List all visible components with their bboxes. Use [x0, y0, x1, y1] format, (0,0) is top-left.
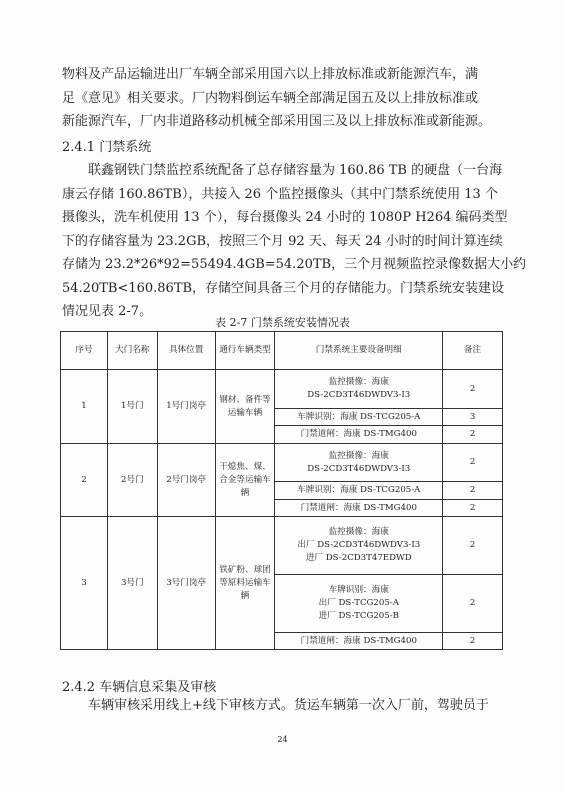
header-remark: 备注	[443, 332, 503, 370]
cell-location: 3号门岗亭	[157, 517, 215, 650]
gate-system-table	[60, 331, 503, 650]
table-row	[61, 444, 503, 482]
body-line: 康云存储 160.86TB），共接入 26 个监控摄像头（其中门禁系统使用 13 个	[62, 186, 498, 202]
cell-equipment: 门禁道闸：海康 DS-TMG400	[275, 500, 443, 517]
cell-equipment	[275, 370, 443, 409]
cell-vehicle-type: 干熄焦、煤、合金等运输车辆	[215, 444, 275, 517]
equipment-line: DS-2CD3T46DWDV3-I3	[307, 390, 411, 400]
body-line: 联鑫钢铁门禁监控系统配备了总存储容量为 160.86 TB 的硬盘（一台海	[88, 163, 503, 178]
header-vehicle-type: 通行车辆类型	[215, 332, 275, 370]
closing-line: 车辆审核采用线上+线下审核方式。货运车辆第一次入厂前，驾驶员于	[88, 698, 489, 713]
closing-paragraph	[62, 694, 502, 718]
table-row	[61, 370, 503, 409]
header-gate: 大门名称	[107, 332, 157, 370]
equipment-line: 车牌识别：海康	[328, 585, 389, 595]
intro-line: 新能源汽车，厂内非道路移动机械全部采用国三及以上排放标准或新能源。	[62, 114, 492, 129]
cell-no: 1	[61, 370, 108, 444]
body-paragraph	[62, 159, 527, 324]
equipment-line: DS-2CD3T46DWDV3-I3	[307, 463, 411, 474]
intro-paragraph	[62, 63, 502, 134]
header-location: 具体位置	[157, 332, 215, 370]
body-line: 情况见表 2-7。	[62, 304, 153, 319]
table-row	[61, 517, 503, 575]
equipment-line: 进厂 DS-TCG205-B	[318, 611, 399, 621]
page-number: 24	[277, 735, 288, 744]
body-line: 存储为 23.2*26*92=55494.4GB=54.20TB，三个月视频监控录像数据大小约	[62, 257, 527, 272]
table-caption: 表 2-7 门禁系统安装情况表	[215, 316, 350, 329]
cell-remark: 2	[443, 500, 503, 517]
section-heading-2-4-1: 2.4.1 门禁系统	[62, 140, 152, 155]
cell-equipment	[275, 517, 443, 575]
cell-no: 2	[61, 444, 108, 517]
cell-remark: 2	[443, 444, 503, 482]
cell-equipment	[275, 444, 443, 482]
cell-remark: 3	[443, 409, 503, 426]
equipment-line: 出厂 DS-TCG205-A	[318, 598, 399, 608]
equipment-line: 监控摄像：海康	[328, 377, 389, 387]
section-heading-2-4-2: 2.4.2 车辆信息采集及审核	[62, 680, 217, 695]
intro-line: 足《意见》相关要求。厂内物料倒运车辆全部满足国五及以上排放标准或	[62, 90, 479, 106]
cell-remark: 2	[443, 370, 503, 409]
cell-no: 3	[61, 517, 108, 650]
header-equipment: 门禁系统主要设备明细	[275, 332, 443, 370]
cell-equipment: 车牌识别：海康 DS-TCG205-A	[275, 409, 443, 426]
equipment-line: 监控摄像：海康	[328, 527, 389, 537]
cell-equipment: 门禁道闸：海康 DS-TMG400	[275, 426, 443, 444]
cell-gate: 1号门	[107, 370, 157, 444]
header-no: 序号	[61, 332, 108, 370]
cell-remark: 2	[443, 482, 503, 500]
cell-gate: 2号门	[107, 444, 157, 517]
cell-remark: 2	[443, 575, 503, 633]
cell-vehicle-type: 铁矿粉、球团等原料运输车辆	[215, 517, 275, 650]
equipment-line: 进厂 DS-2CD3T47EDWD	[305, 553, 412, 563]
body-line: 摄像头，洗车机使用 13 个），每台摄像头 24 小时的 1080P H264 编码类型	[62, 210, 508, 225]
body-line: 54.20TB<160.86TB，存储空间具备三个月的存储能力。门禁系统安装建设	[62, 280, 505, 296]
cell-gate: 3号门	[107, 517, 157, 650]
intro-line: 物料及产品运输进出厂车辆全部采用国六以上排放标准或新能源汽车，满	[62, 67, 479, 82]
equipment-line: 出厂 DS-2CD3T46DWDV3-I3	[297, 540, 421, 550]
cell-remark: 2	[443, 517, 503, 575]
cell-vehicle-type: 钢材、备件等运输车辆	[215, 370, 275, 444]
cell-equipment: 门禁道闸：海康 DS-TMG400	[275, 633, 443, 650]
cell-location: 2号门岗亭	[157, 444, 215, 517]
table-header-row	[61, 332, 503, 370]
equipment-line: 监控摄像：海康	[328, 450, 389, 461]
cell-remark: 2	[443, 426, 503, 444]
cell-equipment: 车牌识别：海康 DS-TCG205-A	[275, 482, 443, 500]
cell-location: 1号门岗亭	[157, 370, 215, 444]
cell-remark: 2	[443, 633, 503, 650]
cell-equipment	[275, 575, 443, 633]
body-line: 下的存储容量为 23.2GB，按照三个月 92 天、每天 24 小时的时间计算连续	[62, 233, 503, 249]
